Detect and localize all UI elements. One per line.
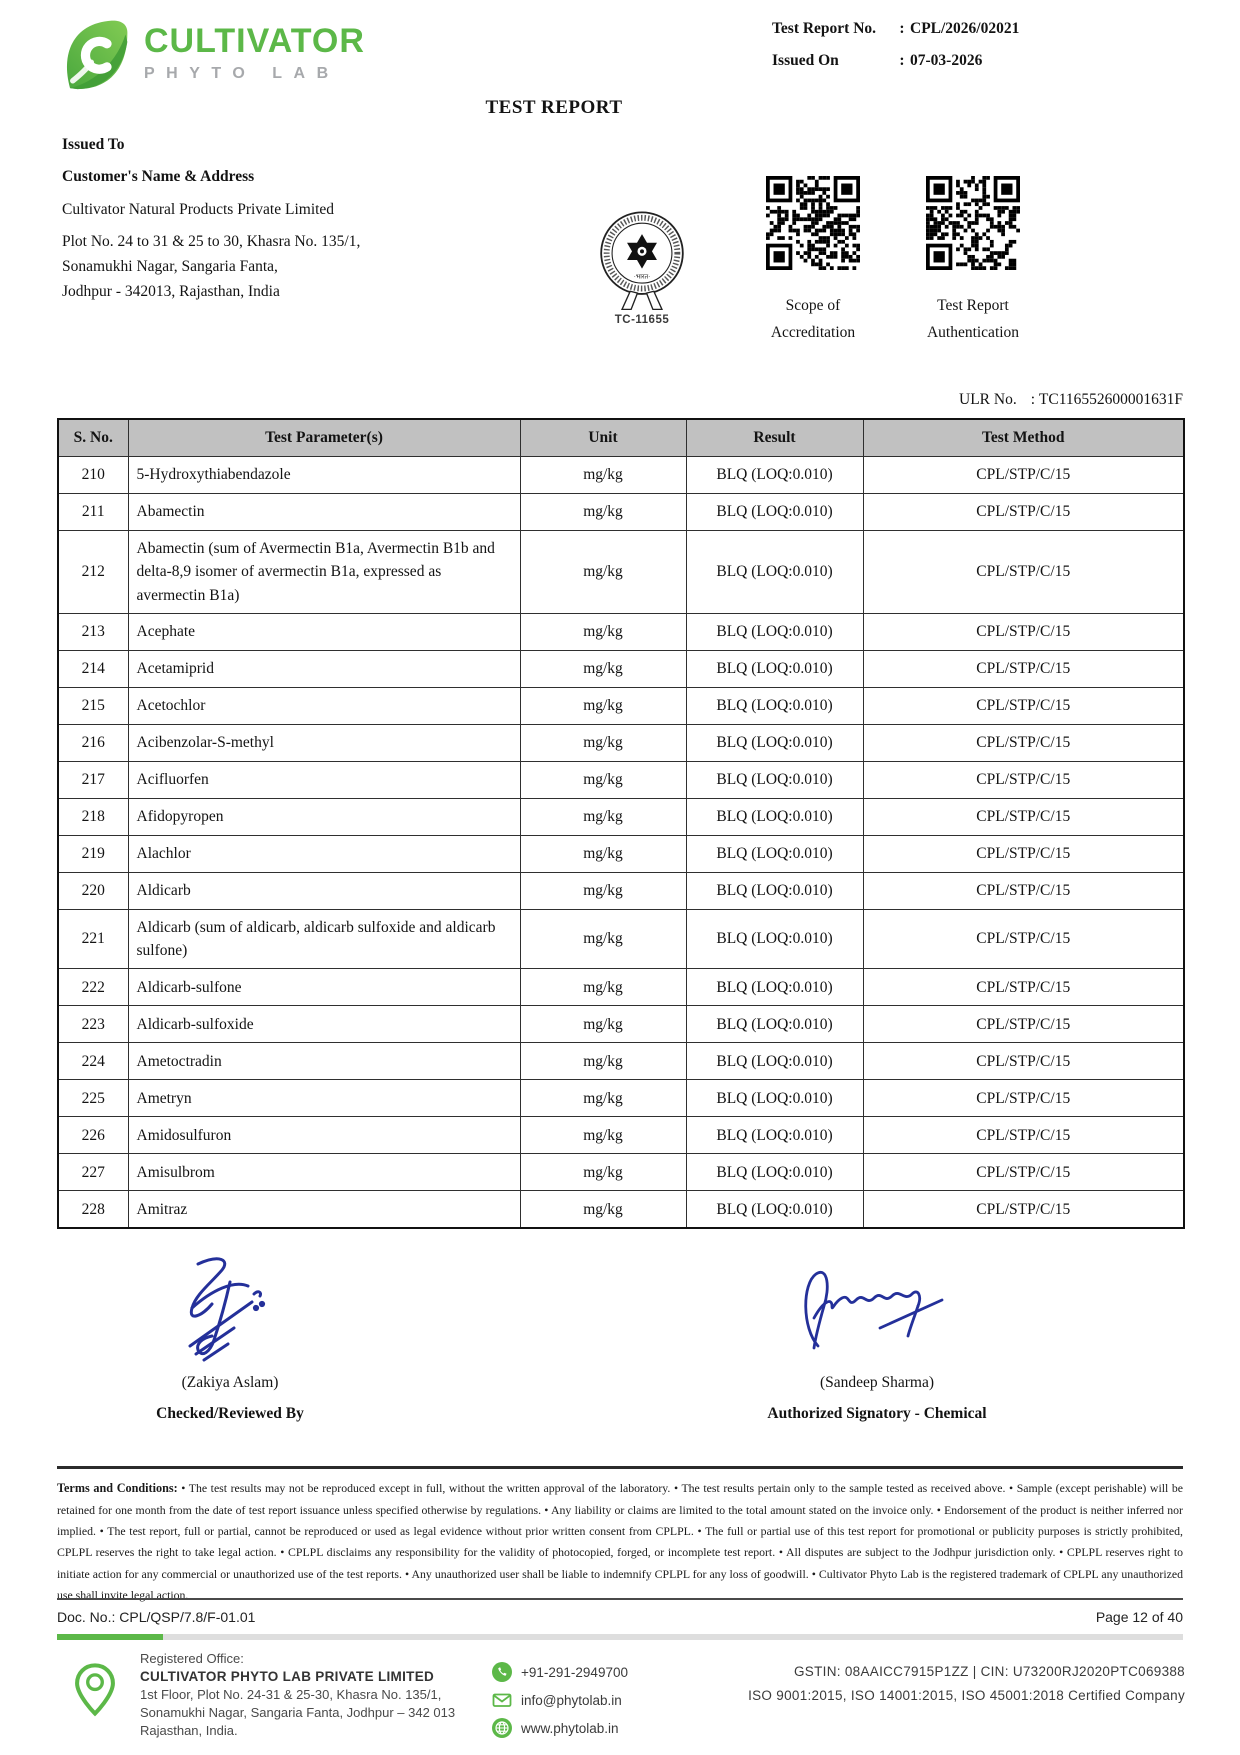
cell-serial-number: 212 [58,531,128,614]
table-row [58,969,1184,1006]
document-info-row [57,1598,1183,1625]
footer-address-line: Rajasthan, India. [140,1723,238,1738]
cell-serial-number: 210 [58,457,128,494]
cell-unit: mg/kg [520,1043,686,1080]
cell-test-parameter: 5-Hydroxythiabendazole [128,457,520,494]
report-number-value: CPL/2026/02021 [910,20,1020,37]
qr-caption-scope [733,292,893,346]
issued-on-label: Issued On [772,52,839,69]
colon: : [899,52,905,69]
table-row [58,724,1184,761]
cell-result: BLQ (LOQ:0.010) [686,798,863,835]
table-row [58,531,1184,614]
cell-test-method: CPL/STP/C/15 [863,969,1184,1006]
cell-serial-number: 224 [58,1043,128,1080]
cell-test-method: CPL/STP/C/15 [863,457,1184,494]
cell-serial-number: 227 [58,1154,128,1191]
report-number-row [772,20,1019,38]
table-row [58,909,1184,969]
customer-address-line: Jodhpur - 342013, Rajasthan, India [62,283,280,300]
gstin-cin-line: GSTIN: 08AAICC7915P1ZZ | CIN: U73200RJ2020PTC069388 [794,1664,1185,1679]
cell-test-method: CPL/STP/C/15 [863,909,1184,969]
cell-serial-number: 219 [58,835,128,872]
customer-address-label: Customer's Name & Address [62,168,255,185]
phone-row [492,1662,628,1682]
cell-test-parameter: Acibenzolar-S-methyl [128,724,520,761]
seal-country-text: ·भारत· [633,273,651,281]
cell-serial-number: 222 [58,969,128,1006]
phone-icon [492,1662,512,1682]
table-row [58,1080,1184,1117]
report-number-label: Test Report No. [772,20,877,37]
page-number: Page 12 of 40 [1095,1609,1183,1625]
cell-result: BLQ (LOQ:0.010) [686,872,863,909]
cell-result: BLQ (LOQ:0.010) [686,613,863,650]
cell-result: BLQ (LOQ:0.010) [686,1117,863,1154]
cell-unit: mg/kg [520,650,686,687]
issued-to-label: Issued To [62,136,125,153]
cell-unit: mg/kg [520,1117,686,1154]
cell-serial-number: 226 [58,1117,128,1154]
table-row [58,798,1184,835]
cell-serial-number: 213 [58,613,128,650]
brand-name: CULTIVATOR [144,22,365,60]
cell-test-method: CPL/STP/C/15 [863,798,1184,835]
cell-result: BLQ (LOQ:0.010) [686,1191,863,1229]
cell-result: BLQ (LOQ:0.010) [686,457,863,494]
cell-result: BLQ (LOQ:0.010) [686,1043,863,1080]
qr-caption-authentication [893,292,1053,346]
cell-test-method: CPL/STP/C/15 [863,761,1184,798]
cell-result: BLQ (LOQ:0.010) [686,835,863,872]
cell-result: BLQ (LOQ:0.010) [686,1080,863,1117]
cell-test-method: CPL/STP/C/15 [863,1080,1184,1117]
cell-test-parameter: Amidosulfuron [128,1117,520,1154]
cell-test-parameter: Afidopyropen [128,798,520,835]
table-row [58,650,1184,687]
cell-serial-number: 214 [58,650,128,687]
cell-test-method: CPL/STP/C/15 [863,835,1184,872]
colon: : [899,20,905,37]
cell-test-parameter: Acetamiprid [128,650,520,687]
terms-label: Terms and Conditions: [57,1481,178,1495]
cell-serial-number: 218 [58,798,128,835]
cell-serial-number: 225 [58,1080,128,1117]
cell-unit: mg/kg [520,687,686,724]
table-row [58,1117,1184,1154]
cell-result: BLQ (LOQ:0.010) [686,650,863,687]
cell-unit: mg/kg [520,1006,686,1043]
table-row [58,687,1184,724]
website-url: www.phytolab.in [521,1720,619,1736]
cell-test-method: CPL/STP/C/15 [863,531,1184,614]
doc-number [57,1609,255,1625]
doc-number-value: CPL/QSP/7.8/F-01.01 [119,1609,256,1625]
cell-unit: mg/kg [520,494,686,531]
cell-test-method: CPL/STP/C/15 [863,650,1184,687]
cell-unit: mg/kg [520,457,686,494]
qr-caption-line: Accreditation [770,324,856,341]
cell-test-parameter: Alachlor [128,835,520,872]
page-title: TEST REPORT [485,97,623,118]
cell-test-method: CPL/STP/C/15 [863,1117,1184,1154]
cell-test-parameter: Amisulbrom [128,1154,520,1191]
table-row [58,613,1184,650]
cell-serial-number: 217 [58,761,128,798]
cell-result: BLQ (LOQ:0.010) [686,761,863,798]
table-row [58,872,1184,909]
table-row [58,761,1184,798]
qr-caption-line: Test Report [937,297,1009,314]
cell-serial-number: 216 [58,724,128,761]
qr-test-report-authentication [926,176,1020,270]
cell-test-method: CPL/STP/C/15 [863,1191,1184,1229]
report-meta [772,20,1019,84]
company-registration-info [640,1660,1185,1708]
cell-result: BLQ (LOQ:0.010) [686,494,863,531]
cell-unit: mg/kg [520,909,686,969]
cell-unit: mg/kg [520,798,686,835]
globe-icon [492,1718,512,1738]
cell-unit: mg/kg [520,969,686,1006]
iso-certification-line: ISO 9001:2015, ISO 14001:2015, ISO 45001:2018 Certified Company [748,1688,1185,1703]
signatory-role: Authorized Signatory - Chemical [767,1405,987,1422]
cell-result: BLQ (LOQ:0.010) [686,909,863,969]
cell-test-parameter: Abamectin (sum of Avermectin B1a, Avermectin B1b and delta-8,9 isomer of avermectin B1a, expressed as avermectin B1a) [128,531,520,614]
footer-divider-bar [57,1634,1183,1640]
cell-serial-number: 211 [58,494,128,531]
email-address: info@phytolab.in [521,1692,622,1708]
results-table-body [58,457,1184,1229]
table-row [58,1006,1184,1043]
cell-unit: mg/kg [520,761,686,798]
cell-unit: mg/kg [520,724,686,761]
footer-contact [492,1662,628,1746]
cell-test-parameter: Aldicarb-sulfoxide [128,1006,520,1043]
column-header-parameter: Test Parameter(s) [128,419,520,457]
table-row [58,835,1184,872]
footer-address-line: Sonamukhi Nagar, Sangaria Fanta, Jodhpur – 342 013 [140,1705,456,1720]
cell-unit: mg/kg [520,872,686,909]
cell-serial-number: 221 [58,909,128,969]
signatory-name: (Zakiya Aslam) [181,1374,279,1391]
cell-test-method: CPL/STP/C/15 [863,687,1184,724]
registered-office-label: Registered Office: [140,1651,244,1666]
qr-caption-line: Scope of [785,297,841,314]
qr-scope-of-accreditation [766,176,860,270]
cell-serial-number: 215 [58,687,128,724]
cell-test-parameter: Ametryn [128,1080,520,1117]
table-row [58,1154,1184,1191]
doc-number-label: Doc. No.: [57,1609,116,1625]
seal-code: TC-11655 [614,314,670,326]
cell-serial-number: 223 [58,1006,128,1043]
cell-test-parameter: Acephate [128,613,520,650]
cell-result: BLQ (LOQ:0.010) [686,1006,863,1043]
cell-unit: mg/kg [520,1154,686,1191]
email-icon [492,1690,512,1710]
customer-address-line: Plot No. 24 to 31 & 25 to 30, Khasra No. 135/1, [62,233,361,250]
cell-test-parameter: Ametoctradin [128,1043,520,1080]
ulr-label: ULR No. [959,391,1017,408]
cell-test-method: CPL/STP/C/15 [863,1006,1184,1043]
cell-test-parameter: Amitraz [128,1191,520,1229]
qr-caption-line: Authentication [926,324,1020,341]
cell-test-method: CPL/STP/C/15 [863,613,1184,650]
cell-test-method: CPL/STP/C/15 [863,1043,1184,1080]
footer-divider-green-segment [57,1634,163,1640]
cell-unit: mg/kg [520,1191,686,1229]
cell-test-parameter: Aldicarb (sum of aldicarb, aldicarb sulfoxide and aldicarb sulfone) [128,909,520,969]
cell-serial-number: 220 [58,872,128,909]
cell-test-parameter: Abamectin [128,494,520,531]
checked-by-block [80,1374,380,1423]
logo-wordmark [144,24,365,83]
column-header-sno: S. No. [58,419,128,457]
column-header-method: Test Method [863,419,1184,457]
cell-serial-number: 228 [58,1191,128,1229]
cell-result: BLQ (LOQ:0.010) [686,1154,863,1191]
nabl-accreditation-seal [592,206,692,326]
cell-unit: mg/kg [520,531,686,614]
location-pin-icon [72,1662,118,1718]
registered-office [140,1650,455,1740]
column-header-result: Result [686,419,863,457]
footer-company-name: CULTIVATOR PHYTO LAB PRIVATE LIMITED [140,1669,435,1684]
cell-test-parameter: Aldicarb-sulfone [128,969,520,1006]
table-header-row [58,419,1184,457]
colon: : [1030,391,1036,408]
cell-unit: mg/kg [520,835,686,872]
website-row [492,1718,628,1738]
column-header-unit: Unit [520,419,686,457]
cell-test-parameter: Acetochlor [128,687,520,724]
table-row [58,1191,1184,1229]
table-row [58,494,1184,531]
cell-result: BLQ (LOQ:0.010) [686,531,863,614]
cultivator-leaf-logo-icon [58,14,132,92]
cell-test-parameter: Aldicarb [128,872,520,909]
cell-unit: mg/kg [520,613,686,650]
terms-text: • The test results may not be reproduced except in full, without the written approval of the laboratory. • The test results pertain only to the sample tested as received above. • Sample (except perishable) will be retained for one month from the date of test report issuance unless specified otherwise by regulations. • Any liability or claims are limited to the total amount stated on the invoice only. • Endorsement of the product is neither inferred nor implied. • The test report, full or partial, cannot be reproduced or used as legal evidence without prior written consent from CPLPL. • The full or partial use of this test report for promotional or publicity purposes is strictly prohibited, CPLPL reserves the right to take legal action. • CPLPL disclaims any responsibility for the validity of photocopied, forged, or incomplete test report. • All disputes are subject to the Jodhpur jurisdiction only. • CPLPL reserves right to initiate action for any commercial or unauthorized use of the test reports. • Any unauthorized user shall be liable to indemnify CPLPL for any loss of goodwill. • Cultivator Phyto Lab is the registered trademark of CPLPL any unauthorized use shall invite legal action. [57,1481,1183,1602]
signature-zakiya-aslam [168,1246,300,1366]
customer-name: Cultivator Natural Products Private Limited [62,201,335,218]
table-row [58,1043,1184,1080]
cell-test-method: CPL/STP/C/15 [863,494,1184,531]
cell-result: BLQ (LOQ:0.010) [686,724,863,761]
brand-subtitle: PHYTO LAB [144,65,340,82]
signatory-role: Checked/Reviewed By [156,1405,304,1422]
phone-number: +91-291-2949700 [521,1664,628,1680]
customer-address-line: Sonamukhi Nagar, Sangaria Fanta, [62,258,278,275]
ulr-number [57,391,1183,409]
cell-test-parameter: Acifluorfen [128,761,520,798]
ulr-value: TC116552600001631F [1038,391,1183,408]
cell-result: BLQ (LOQ:0.010) [686,687,863,724]
cell-result: BLQ (LOQ:0.010) [686,969,863,1006]
signatory-name: (Sandeep Sharma) [819,1374,935,1391]
email-row [492,1690,628,1710]
results-table [57,418,1185,1229]
issued-on-value: 07-03-2026 [910,52,983,69]
terms-and-conditions [57,1466,1183,1606]
cell-test-method: CPL/STP/C/15 [863,1154,1184,1191]
cell-test-method: CPL/STP/C/15 [863,724,1184,761]
signature-sandeep-sharma [788,1262,956,1358]
cell-test-method: CPL/STP/C/15 [863,872,1184,909]
table-row [58,457,1184,494]
footer-address-line: 1st Floor, Plot No. 24-31 & 25-30, Khasra No. 135/1, [140,1687,442,1702]
issued-on-row [772,52,1019,70]
authorized-signatory-block [727,1374,1027,1423]
cell-unit: mg/kg [520,1080,686,1117]
nabl-seal-icon [592,206,692,313]
